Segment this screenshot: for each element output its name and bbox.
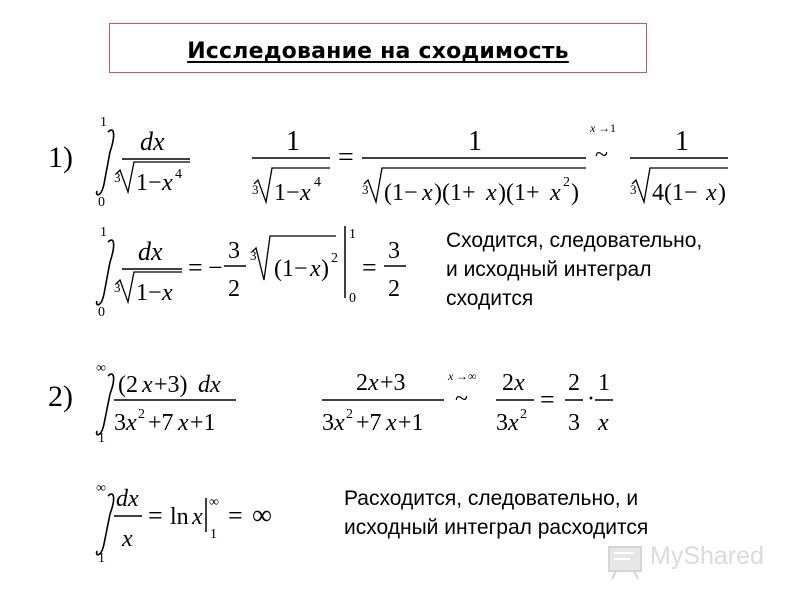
svg-text:1: 1 — [98, 551, 105, 566]
svg-text:=: = — [188, 253, 203, 282]
svg-text:x: x — [514, 370, 525, 396]
svg-text:∞: ∞ — [209, 495, 219, 510]
svg-text:+3): +3) — [154, 372, 188, 398]
svg-text:1: 1 — [349, 227, 356, 242]
svg-text:x: x — [334, 410, 345, 436]
conclusion-line: сходится — [446, 286, 534, 310]
conclusion-line: Расходится, следовательно, и — [344, 487, 639, 510]
svg-text:3: 3 — [114, 410, 126, 436]
svg-text:dx: dx — [198, 372, 221, 398]
svg-text:x: x — [162, 280, 173, 306]
svg-text:3: 3 — [630, 182, 637, 197]
svg-text:2: 2 — [388, 276, 400, 302]
formula-2a-integral — [90, 358, 250, 448]
svg-text:3: 3 — [228, 238, 240, 264]
svg-text:2: 2 — [228, 276, 240, 302]
svg-text:3: 3 — [322, 410, 334, 436]
svg-text:+1: +1 — [190, 410, 216, 436]
svg-text:~: ~ — [595, 142, 608, 168]
svg-text:1: 1 — [100, 225, 107, 240]
svg-text:+7: +7 — [148, 410, 174, 436]
svg-text:)(1+: )(1+ — [434, 180, 476, 206]
svg-text:∞: ∞ — [252, 500, 272, 531]
svg-text:2: 2 — [138, 407, 145, 422]
svg-text:x: x — [590, 121, 596, 135]
svg-text:·: · — [587, 386, 595, 412]
svg-text:x: x — [486, 180, 497, 206]
formula-2c-integral-evaluation — [90, 478, 290, 564]
svg-text:0: 0 — [98, 195, 105, 210]
svg-text:ln: ln — [170, 504, 189, 530]
svg-text:x: x — [448, 369, 454, 383]
svg-text:1−: 1− — [274, 180, 300, 206]
svg-text:1: 1 — [598, 370, 610, 396]
formula-1b-equivalence — [250, 112, 750, 212]
conclusion-line: Сходится, следовательно, — [446, 229, 703, 252]
svg-text:x: x — [598, 410, 609, 436]
svg-text:x: x — [142, 372, 153, 398]
problem-1-conclusion — [446, 227, 702, 314]
svg-text:→1: →1 — [598, 121, 616, 135]
svg-text:dx: dx — [140, 127, 165, 156]
svg-text:1: 1 — [100, 115, 107, 130]
svg-text:x: x — [422, 180, 433, 206]
title-box — [109, 23, 647, 73]
svg-text:3: 3 — [362, 182, 369, 197]
watermark-text: MyShared — [650, 542, 764, 570]
watermark — [606, 537, 766, 583]
svg-text:(2: (2 — [118, 372, 138, 398]
svg-text:): ) — [571, 180, 579, 206]
svg-text:x: x — [550, 180, 561, 206]
page-title: Исследование на сходимость — [187, 39, 569, 64]
svg-text:1: 1 — [675, 126, 689, 157]
svg-text:1: 1 — [210, 527, 217, 542]
svg-text:3: 3 — [114, 280, 121, 295]
svg-text:1: 1 — [98, 431, 105, 446]
svg-text:x: x — [368, 370, 379, 396]
svg-text:1−: 1− — [136, 170, 162, 196]
svg-text:−: − — [208, 253, 223, 282]
svg-text:→∞: →∞ — [456, 369, 477, 383]
svg-text:3: 3 — [496, 410, 508, 436]
svg-text:): ) — [718, 180, 726, 206]
svg-text:x: x — [126, 410, 137, 436]
presentation-board-icon — [606, 541, 646, 581]
svg-text:dx: dx — [116, 486, 139, 512]
svg-text:x: x — [162, 170, 173, 196]
svg-text:3: 3 — [388, 238, 400, 264]
formula-1c-integral-evaluation — [90, 222, 420, 322]
svg-text:0: 0 — [349, 291, 356, 306]
svg-text:x: x — [122, 526, 133, 552]
svg-text:0: 0 — [98, 305, 105, 320]
svg-text:(1−: (1− — [384, 180, 418, 206]
svg-text:(1−: (1− — [274, 256, 308, 282]
svg-text:2: 2 — [331, 251, 338, 266]
svg-text:x: x — [178, 410, 189, 436]
svg-text:2: 2 — [563, 175, 570, 190]
svg-text:∞: ∞ — [96, 481, 106, 496]
svg-text:3: 3 — [114, 170, 121, 185]
svg-text:x: x — [386, 410, 397, 436]
svg-text:=: = — [540, 385, 555, 414]
svg-text:~: ~ — [455, 386, 468, 412]
svg-text:3: 3 — [250, 248, 257, 263]
problem-1-number: 1) — [48, 141, 73, 174]
svg-text:x: x — [300, 180, 311, 206]
formula-2b-equivalence — [320, 362, 620, 442]
svg-text:3: 3 — [252, 182, 259, 197]
svg-text:=: = — [362, 253, 377, 282]
svg-text:2: 2 — [346, 407, 353, 422]
svg-text:dx: dx — [138, 237, 163, 266]
svg-text:2: 2 — [356, 370, 368, 396]
svg-text:x: x — [192, 504, 203, 530]
svg-text:+3: +3 — [380, 370, 406, 396]
svg-text:1: 1 — [286, 126, 300, 157]
svg-text:1−: 1− — [136, 280, 162, 306]
conclusion-line: исходный интеграл расходится — [344, 515, 649, 539]
svg-text:1: 1 — [468, 126, 482, 157]
svg-text:4(1−: 4(1− — [652, 180, 698, 206]
svg-text:4: 4 — [314, 175, 321, 190]
svg-text:∞: ∞ — [96, 361, 106, 376]
svg-text:x: x — [310, 256, 321, 282]
svg-text:=: = — [148, 501, 163, 530]
svg-text:2: 2 — [502, 370, 514, 396]
problem-2-number: 2) — [48, 380, 73, 413]
problem-2-conclusion — [344, 485, 648, 543]
svg-text:+1: +1 — [398, 410, 424, 436]
svg-text:)(1+: )(1+ — [498, 180, 540, 206]
svg-text:=: = — [338, 142, 354, 173]
svg-text:): ) — [321, 256, 329, 282]
svg-text:2: 2 — [568, 370, 580, 396]
svg-text:=: = — [228, 501, 243, 530]
svg-text:3: 3 — [568, 410, 580, 436]
formula-1a-integral — [90, 112, 200, 208]
svg-text:x: x — [706, 180, 717, 206]
svg-text:2: 2 — [520, 407, 527, 422]
svg-text:x: x — [508, 410, 519, 436]
svg-text:4: 4 — [175, 167, 182, 182]
svg-text:+7: +7 — [356, 410, 382, 436]
conclusion-line: и исходный интеграл — [446, 257, 652, 281]
